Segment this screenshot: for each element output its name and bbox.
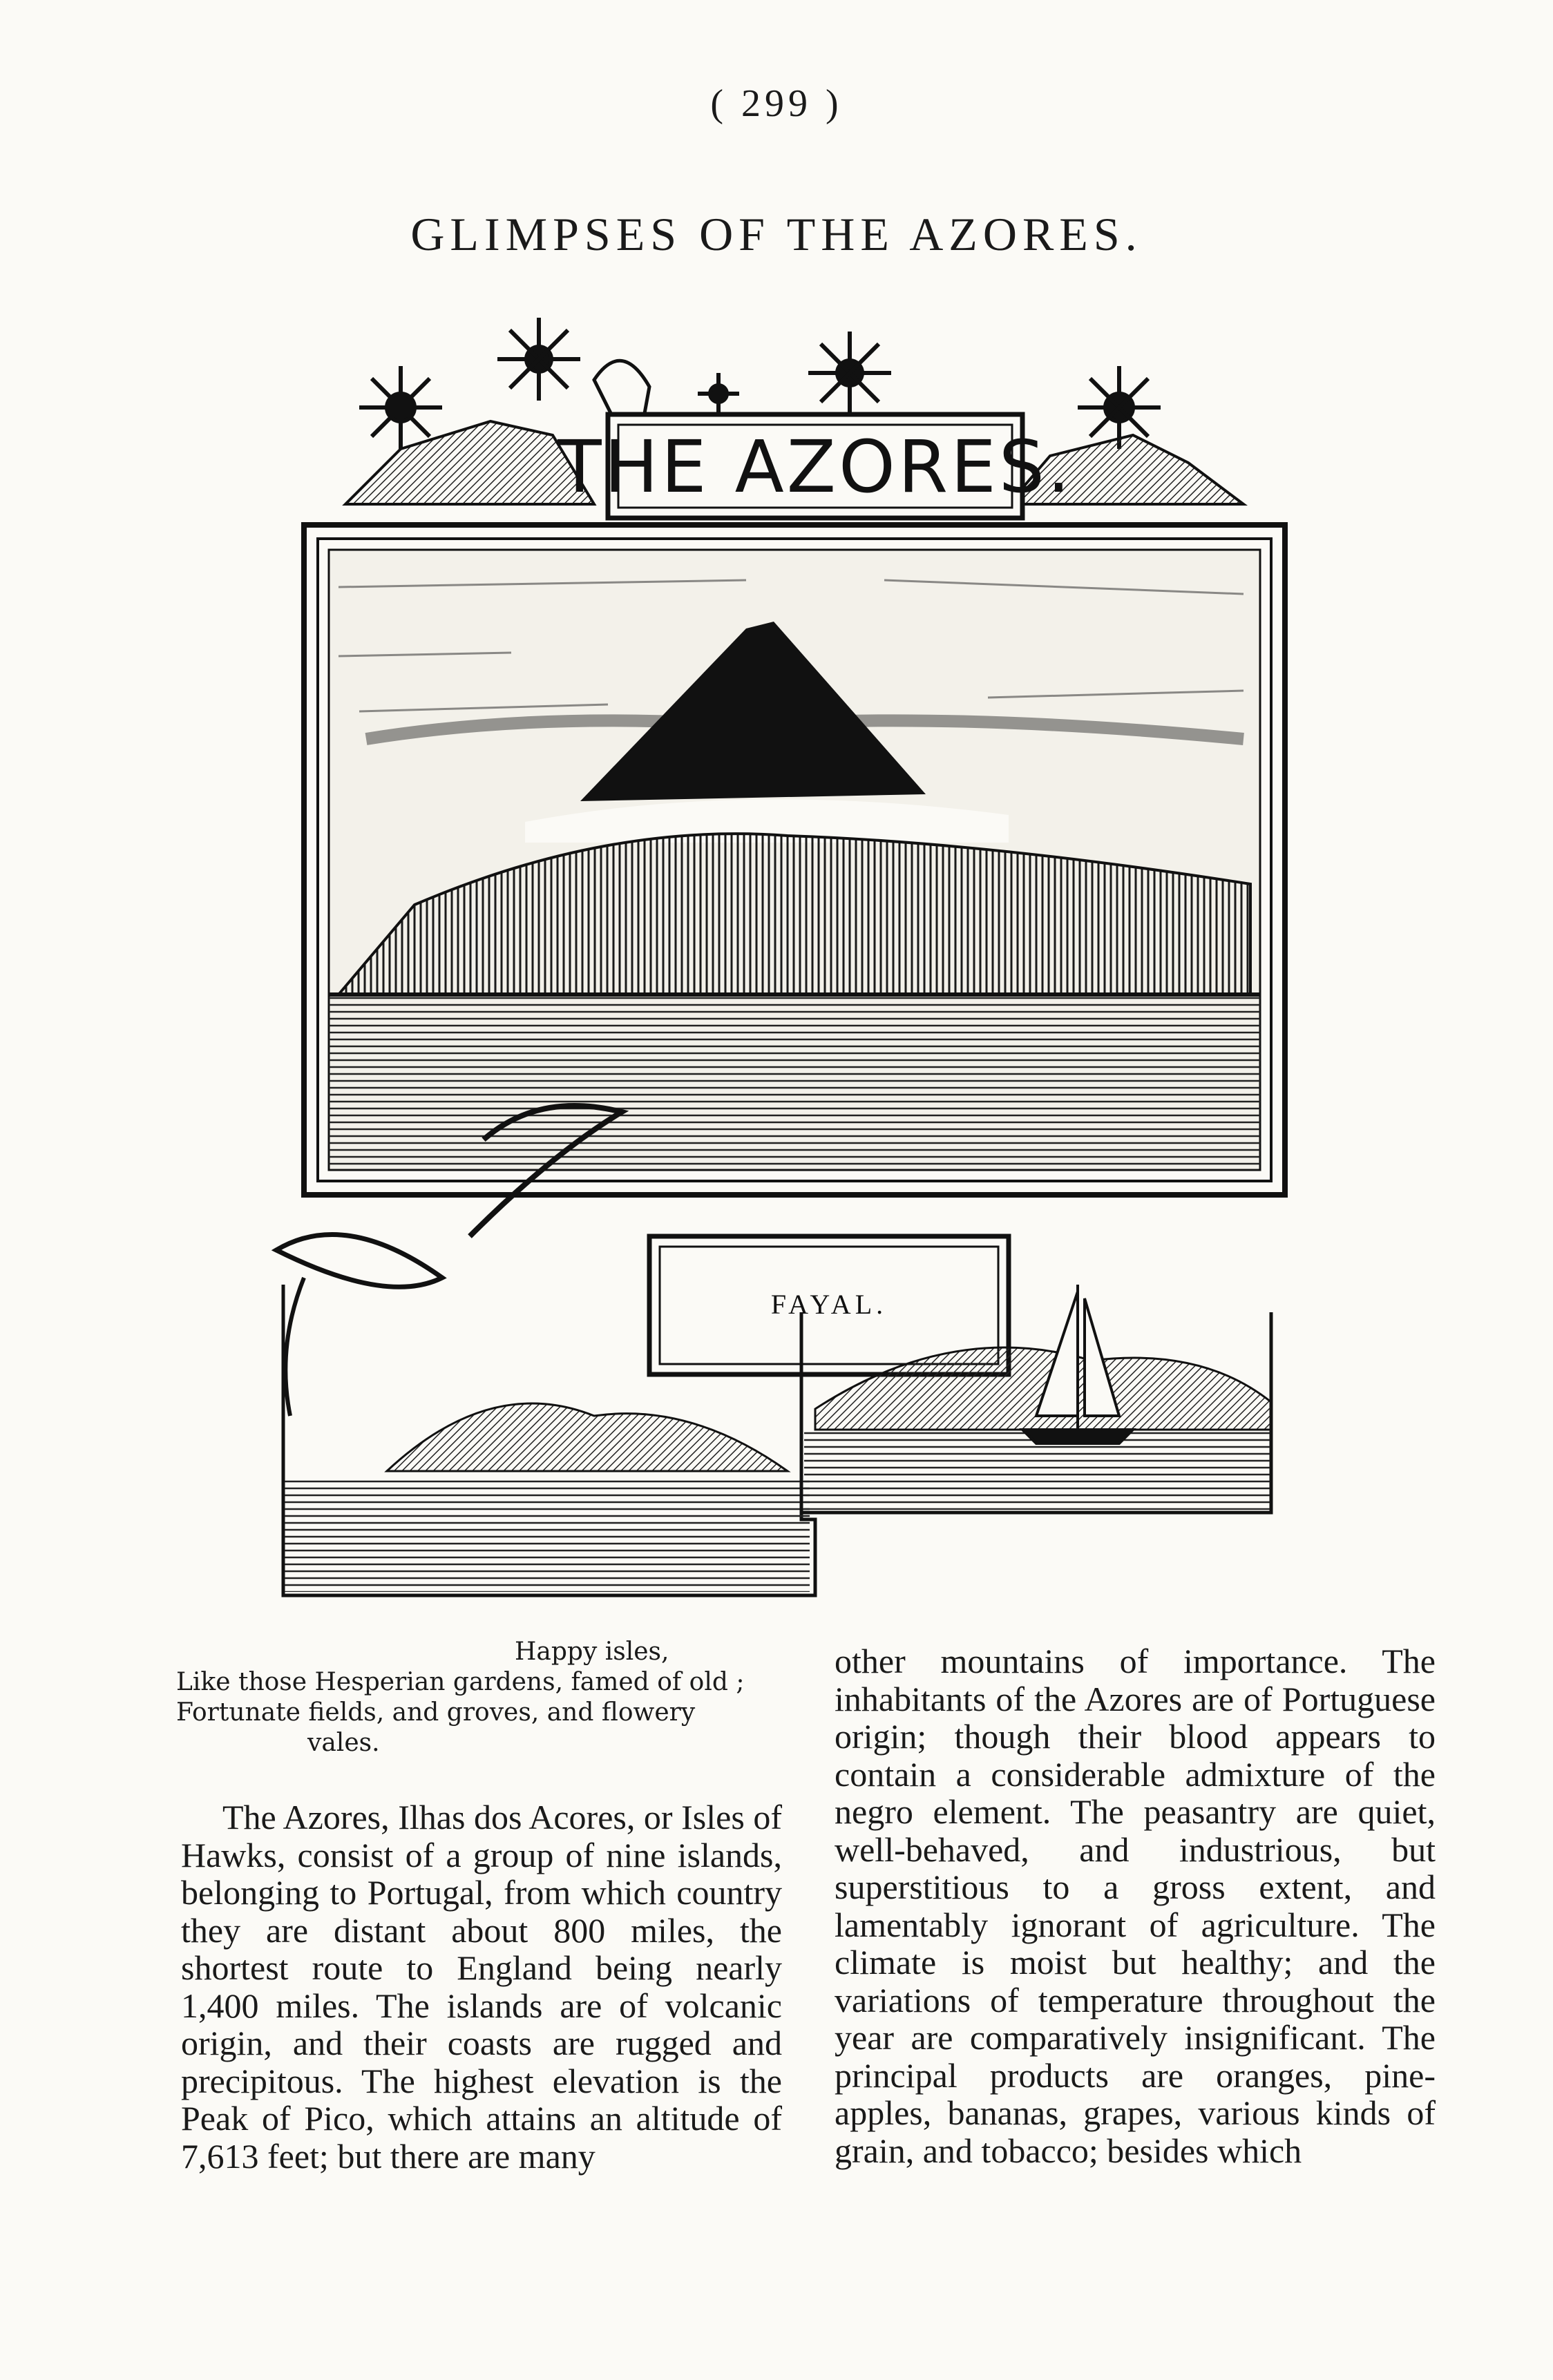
page-title: GLIMPSES OF THE AZORES.: [410, 208, 1143, 260]
azores-illustration: [263, 297, 1326, 1651]
epigraph-line: Like those Hesperian gardens, famed of old ;: [176, 1668, 745, 1696]
epigraph-line: vales.: [307, 1729, 380, 1757]
epigraph-line: Fortunate fields, and groves, and flowery: [176, 1698, 696, 1727]
body-paragraph: other mountains of importance. The inhabitants of the Azores are of Portuguese origin; though their blood appears to contain a considerable admixture of the negro element. The peasantry are quiet, well-behaved, and industrious, but superstitious to a gross extent, and lamentably ignorant of agriculture. The climate is moist but healthy; and the variations of temperature throughout the year are comparatively insignificant. The principal products are oranges, pine-apples, bananas, grapes, various kinds of grain, and tobacco; besides which: [835, 1642, 1436, 2170]
page-number: ( 299 ): [710, 82, 843, 125]
epigraph: [176, 1637, 798, 1758]
body-column-right: [835, 1642, 1436, 2169]
body-paragraph: The Azores, Ilhas dos Acores, or Isles of Hawks, consist of a group of nine islands, belonging to Portugal, from which country they are distant about 800 miles, the shortest route to England being nearly 1,400 miles. The islands are of volcanic origin, and their coasts are rugged and precipitous. The highest elevation is the Peak of Pico, which attains an altitude of 7,613 feet; but there are many: [181, 1798, 782, 2176]
epigraph-line: Happy isles,: [515, 1638, 669, 1666]
illustration-caption: FAYAL.: [770, 1289, 888, 1320]
body-column-left: [181, 1798, 782, 2175]
banner-title: THE AZORES.: [558, 425, 1073, 509]
